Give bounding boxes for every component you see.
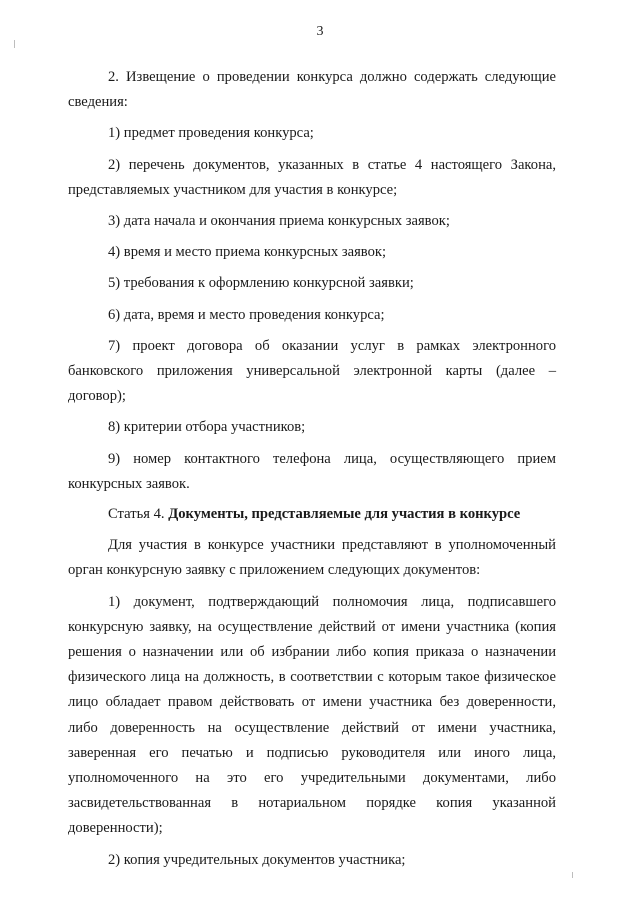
document-body (68, 65, 556, 879)
list-item-8: 8) критерии отбора участников; (108, 419, 306, 436)
article-prefix: Статья 4. (108, 506, 169, 523)
list-item-4: 4) время и место приема конкурсных заявок; (108, 244, 387, 261)
list-item-6: 6) дата, время и место проведения конкурса; (108, 306, 385, 323)
article-heading (68, 502, 556, 527)
article-title: Документы, представляемые для участия в конкурсе (168, 506, 521, 523)
scan-edge-mark-right (572, 872, 573, 878)
list-item-9: 9) номер контактного телефона лица, осуществляющего прием конкурсных заявок. (68, 450, 556, 492)
list-item-2: 2) перечень документов, указанных в статье 4 настоящего Закона, представляемых участником для участия в конкурсе; (68, 156, 556, 198)
scan-edge-mark-left (14, 40, 15, 48)
list-item-1: 1) предмет проведения конкурса; (108, 125, 314, 142)
list-item-7: 7) проект договора об оказании услуг в рамках электронного банковского приложения универсальной электронной карты (далее – договор); (68, 337, 556, 405)
list-item-3: 3) дата начала и окончания приема конкурсных заявок; (108, 213, 450, 230)
document-item-1: 1) документ, подтверждающий полномочия лица, подписавшего конкурсную заявку, на осуществление действий от имени участника (копия решения о назначении или об избрании либо копия приказа о назначении физического лица на должность, в соответствии с которым такое физическое лицо обладает правом действовать от имени участника без доверенности, либо доверенность на осуществление действий от имени участника, заверенная его печатью и подписью руководителя или иного лица, уполномоченного на это его учредительными документами, либо засвидетельствованная в нотариальном порядке копия указанной доверенности); (68, 593, 556, 837)
paragraph-notice-intro: 2. Извещение о проведении конкурса должно содержать следующие сведения: (68, 69, 556, 111)
list-item-5: 5) требования к оформлению конкурсной заявки; (108, 275, 414, 292)
page-number: 3 (316, 24, 324, 39)
paragraph-participants-submit: Для участия в конкурсе участники представляют в уполномоченный орган конкурсную заявку с приложением следующих документов: (68, 537, 556, 579)
document-item-2: 2) копия учредительных документов участника; (108, 851, 406, 868)
